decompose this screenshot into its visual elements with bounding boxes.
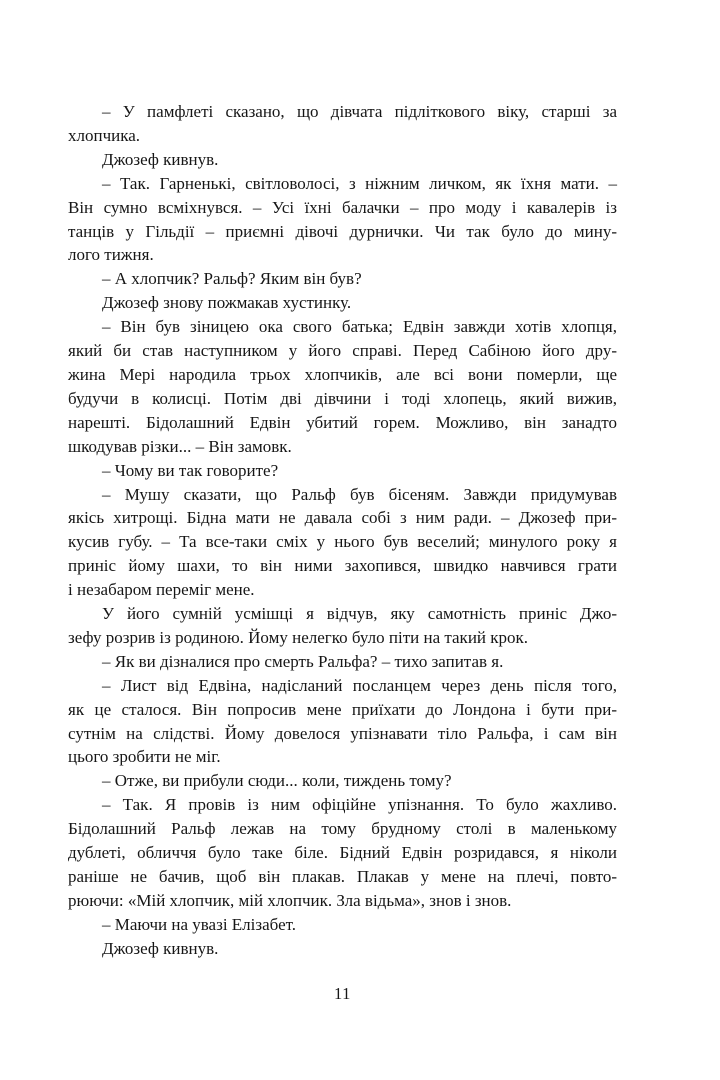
- text-line: хлопчика.: [68, 125, 141, 145]
- text-line: Джозеф кивнув.: [102, 938, 219, 958]
- paragraph: [68, 913, 617, 937]
- paragraph: [68, 172, 617, 268]
- text-line: будучи в колисці. Потім дві дівчини і тоді хлопець, який вижив,: [68, 388, 617, 408]
- text-line: Бідолашний Ральф лежав на тому брудному столі в маленькому: [68, 819, 617, 839]
- paragraph: [68, 674, 617, 770]
- paragraph: [68, 315, 617, 458]
- text-line: зефу розрив із родиною. Йому нелегко було піти на такий крок.: [68, 627, 529, 647]
- text-line: – Лист від Едвіна, надісланий посланцем через день після того,: [102, 675, 617, 695]
- text-line: – А хлопчик? Ральф? Яким він був?: [102, 269, 362, 289]
- text-line: – Як ви дізналися про смерть Ральфа? – тихо запитав я.: [102, 651, 504, 671]
- text-line: танців у Гільдії – приємні дівочі дурнички. Чи так було до мину-: [68, 221, 617, 241]
- page-text: [68, 100, 617, 961]
- text-line: якісь хитрощі. Бідна мати не давала собі з ним ради. – Джозеф при-: [68, 508, 617, 528]
- text-line: рюючи: «Мій хлопчик, мій хлопчик. Зла відьма», знов і знов.: [68, 890, 512, 910]
- text-line: – Так. Гарненькі, світловолосі, з ніжним личком, як їхня мати. –: [102, 173, 617, 193]
- paragraph: [68, 291, 617, 315]
- text-line: кусив губу. – Та все-таки сміх у нього був веселий; минулого року я: [68, 532, 617, 552]
- page-number: 11: [334, 984, 351, 1003]
- text-line: – Чому ви так говорите?: [102, 460, 279, 480]
- paragraph: [68, 769, 617, 793]
- text-line: лого тижня.: [68, 245, 154, 265]
- paragraph: [68, 602, 617, 650]
- text-line: – Маючи на увазі Елізабет.: [102, 914, 297, 934]
- paragraph: [68, 459, 617, 483]
- paragraph: [68, 937, 617, 961]
- text-line: приніс йому шахи, то він ними захопився, швидко навчився грати: [68, 556, 617, 576]
- text-line: цього зробити не міг.: [68, 747, 221, 767]
- text-line: – Так. Я провів із ним офіційне упізнання. То було жахливо.: [102, 795, 617, 815]
- text-line: У його сумній усмішці я відчув, яку самотність приніс Джо-: [102, 604, 617, 624]
- text-line: – Отже, ви прибули сюди... коли, тиждень тому?: [102, 771, 452, 791]
- paragraph: [68, 793, 617, 913]
- text-line: сутнім на слідстві. Йому довелося упізнавати тіло Ральфа, і сам він: [68, 723, 617, 743]
- text-line: дублеті, обличчя було таке біле. Бідний Едвін розридався, я ніколи: [68, 843, 617, 863]
- paragraph: [68, 148, 617, 172]
- text-line: раніше не бачив, щоб він плакав. Плакав у мене на плечі, повто-: [68, 867, 617, 886]
- paragraph: [68, 267, 617, 291]
- text-line: – Він був зіницею ока свого батька; Едвін завжди хотів хлопця,: [102, 317, 617, 337]
- text-line: шкодував різки... – Він замовк.: [68, 436, 292, 456]
- text-line: жина Мері народила трьох хлопчиків, але всі вони померли, ще: [68, 364, 617, 384]
- paragraph: [68, 650, 617, 674]
- paragraph: [68, 100, 617, 148]
- text-line: нарешті. Бідолашний Едвін убитий горем. Можливо, він занадто: [68, 412, 617, 432]
- paragraph: [68, 483, 617, 603]
- text-line: Він сумно всміхнувся. – Усі їхні балачки – про моду і кавалерів із: [68, 197, 617, 217]
- text-line: Джозеф кивнув.: [102, 149, 219, 169]
- text-line: Джозеф знову пожмакав хустинку.: [102, 293, 352, 313]
- text-line: який би став наступником у його справі. Перед Сабіною його дру-: [68, 341, 617, 361]
- text-line: і незабаром переміг мене.: [68, 580, 255, 600]
- text-line: – У памфлеті сказано, що дівчата підліткового віку, старші за: [102, 102, 617, 121]
- text-line: – Мушу сказати, що Ральф був бісеням. Завжди придумував: [102, 484, 617, 504]
- text-line: як це сталося. Він попросив мене приїхати до Лондона і бути при-: [68, 699, 617, 719]
